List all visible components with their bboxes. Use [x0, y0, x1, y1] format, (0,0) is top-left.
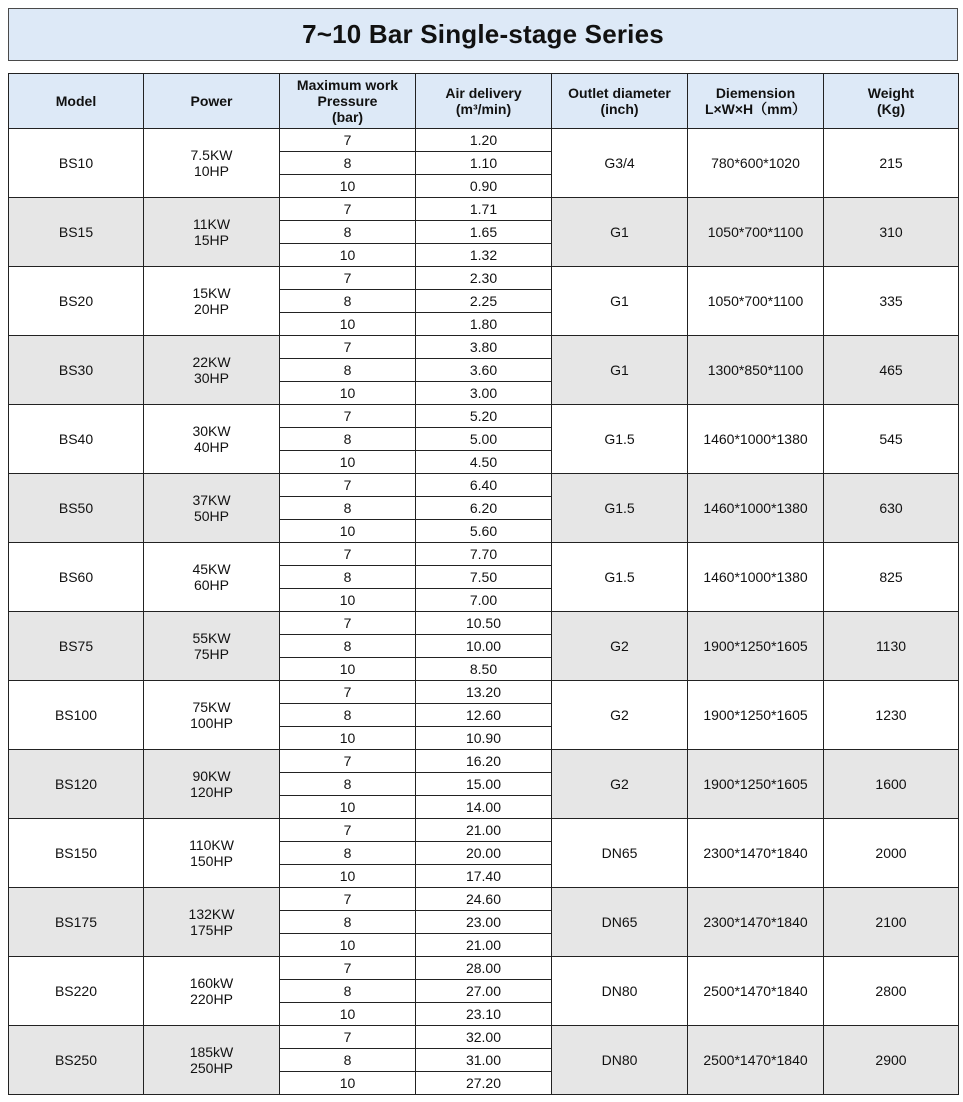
outlet-cell: G1.5 — [552, 405, 688, 474]
table-row — [9, 612, 959, 635]
header-dimension-line: L×W×H（mm） — [704, 101, 807, 117]
pressure-cell: 8 — [280, 428, 416, 451]
spec-table — [8, 73, 959, 1095]
air-delivery-cell: 31.00 — [416, 1049, 552, 1072]
header-air-delivery — [416, 74, 552, 129]
weight-cell: 310 — [824, 198, 959, 267]
power-kw: 55KW — [192, 630, 231, 646]
dimension-cell: 1460*1000*1380 — [688, 543, 824, 612]
outlet-cell: DN80 — [552, 1026, 688, 1095]
power-cell — [144, 198, 280, 267]
pressure-cell: 8 — [280, 773, 416, 796]
header-row — [9, 74, 959, 129]
dimension-cell: 2300*1470*1840 — [688, 888, 824, 957]
air-delivery-cell: 16.20 — [416, 750, 552, 773]
header-outlet-line: (inch) — [600, 101, 639, 117]
pressure-cell: 7 — [280, 474, 416, 497]
pressure-cell: 8 — [280, 566, 416, 589]
model-cell: BS220 — [9, 957, 144, 1026]
spec-table-body — [9, 129, 959, 1095]
outlet-cell: G1.5 — [552, 543, 688, 612]
weight-cell: 825 — [824, 543, 959, 612]
power-hp: 30HP — [193, 370, 230, 386]
air-delivery-cell: 1.20 — [416, 129, 552, 152]
air-delivery-cell: 0.90 — [416, 175, 552, 198]
table-row — [9, 819, 959, 842]
power-cell — [144, 474, 280, 543]
power-kw: 15KW — [192, 285, 231, 301]
outlet-cell: G3/4 — [552, 129, 688, 198]
model-cell: BS120 — [9, 750, 144, 819]
pressure-cell: 10 — [280, 244, 416, 267]
weight-cell: 2100 — [824, 888, 959, 957]
model-cell: BS100 — [9, 681, 144, 750]
power-cell — [144, 267, 280, 336]
page-title: 7~10 Bar Single-stage Series — [8, 8, 958, 61]
power-hp: 20HP — [193, 301, 230, 317]
model-cell: BS150 — [9, 819, 144, 888]
pressure-cell: 7 — [280, 336, 416, 359]
header-pressure-line: (bar) — [331, 109, 364, 125]
pressure-cell: 7 — [280, 819, 416, 842]
pressure-cell: 7 — [280, 198, 416, 221]
pressure-cell: 7 — [280, 129, 416, 152]
power-hp: 120HP — [190, 784, 233, 800]
pressure-cell: 10 — [280, 865, 416, 888]
air-delivery-cell: 2.25 — [416, 290, 552, 313]
pressure-cell: 10 — [280, 589, 416, 612]
power-hp: 50HP — [193, 508, 230, 524]
power-cell — [144, 336, 280, 405]
dimension-cell: 1900*1250*1605 — [688, 681, 824, 750]
pressure-cell: 8 — [280, 635, 416, 658]
model-cell: BS250 — [9, 1026, 144, 1095]
model-cell: BS30 — [9, 336, 144, 405]
dimension-cell: 1050*700*1100 — [688, 198, 824, 267]
pressure-cell: 8 — [280, 290, 416, 313]
power-cell — [144, 612, 280, 681]
power-hp: 220HP — [190, 991, 233, 1007]
pressure-cell: 8 — [280, 221, 416, 244]
pressure-cell: 10 — [280, 313, 416, 336]
table-row — [9, 1026, 959, 1049]
header-pressure — [280, 74, 416, 129]
air-delivery-cell: 23.00 — [416, 911, 552, 934]
weight-cell: 1230 — [824, 681, 959, 750]
header-dimension — [688, 74, 824, 129]
pressure-cell: 8 — [280, 911, 416, 934]
dimension-cell: 1460*1000*1380 — [688, 405, 824, 474]
power-kw: 11KW — [192, 216, 231, 232]
air-delivery-cell: 7.50 — [416, 566, 552, 589]
air-delivery-cell: 6.40 — [416, 474, 552, 497]
dimension-cell: 1050*700*1100 — [688, 267, 824, 336]
air-delivery-cell: 1.32 — [416, 244, 552, 267]
air-delivery-cell: 5.20 — [416, 405, 552, 428]
model-cell: BS10 — [9, 129, 144, 198]
pressure-cell: 8 — [280, 980, 416, 1003]
air-delivery-cell: 1.71 — [416, 198, 552, 221]
air-delivery-cell: 3.00 — [416, 382, 552, 405]
header-weight — [824, 74, 959, 129]
table-row — [9, 957, 959, 980]
outlet-cell: G1 — [552, 198, 688, 267]
power-kw: 45KW — [192, 561, 231, 577]
outlet-cell: DN65 — [552, 819, 688, 888]
table-row — [9, 543, 959, 566]
table-row — [9, 336, 959, 359]
dimension-cell: 1900*1250*1605 — [688, 750, 824, 819]
weight-cell: 2900 — [824, 1026, 959, 1095]
pressure-cell: 8 — [280, 497, 416, 520]
air-delivery-cell: 20.00 — [416, 842, 552, 865]
power-cell — [144, 957, 280, 1026]
header-pressure-line: Pressure — [317, 93, 378, 109]
outlet-cell: G2 — [552, 750, 688, 819]
header-model: Model — [9, 74, 144, 129]
pressure-cell: 8 — [280, 1049, 416, 1072]
pressure-cell: 10 — [280, 658, 416, 681]
pressure-cell: 8 — [280, 359, 416, 382]
table-row — [9, 198, 959, 221]
air-delivery-cell: 2.30 — [416, 267, 552, 290]
pressure-cell: 7 — [280, 405, 416, 428]
power-cell — [144, 1026, 280, 1095]
model-cell: BS175 — [9, 888, 144, 957]
header-outlet-line: Outlet diameter — [568, 85, 671, 101]
dimension-cell: 2300*1470*1840 — [688, 819, 824, 888]
air-delivery-cell: 5.00 — [416, 428, 552, 451]
power-hp: 15HP — [193, 232, 230, 248]
air-delivery-cell: 7.00 — [416, 589, 552, 612]
air-delivery-cell: 8.50 — [416, 658, 552, 681]
dimension-cell: 1460*1000*1380 — [688, 474, 824, 543]
power-cell — [144, 405, 280, 474]
power-hp: 60HP — [193, 577, 230, 593]
power-cell — [144, 819, 280, 888]
air-delivery-cell: 1.65 — [416, 221, 552, 244]
pressure-cell: 7 — [280, 612, 416, 635]
model-cell: BS60 — [9, 543, 144, 612]
air-delivery-cell: 1.80 — [416, 313, 552, 336]
power-hp: 75HP — [193, 646, 230, 662]
power-kw: 37KW — [192, 492, 231, 508]
power-hp: 40HP — [193, 439, 230, 455]
table-row — [9, 474, 959, 497]
model-cell: BS75 — [9, 612, 144, 681]
power-hp: 10HP — [193, 163, 230, 179]
pressure-cell: 7 — [280, 1026, 416, 1049]
header-weight-line: (Kg) — [877, 101, 905, 117]
table-row — [9, 405, 959, 428]
pressure-cell: 10 — [280, 1072, 416, 1095]
dimension-cell: 2500*1470*1840 — [688, 1026, 824, 1095]
power-kw: 185kW — [189, 1044, 234, 1060]
power-hp: 175HP — [190, 922, 233, 938]
weight-cell: 2800 — [824, 957, 959, 1026]
header-air-line: Air delivery — [445, 85, 522, 101]
power-kw: 132KW — [188, 906, 235, 922]
weight-cell: 465 — [824, 336, 959, 405]
power-hp: 100HP — [190, 715, 233, 731]
pressure-cell: 10 — [280, 451, 416, 474]
air-delivery-cell: 3.60 — [416, 359, 552, 382]
air-delivery-cell: 24.60 — [416, 888, 552, 911]
air-delivery-cell: 4.50 — [416, 451, 552, 474]
air-delivery-cell: 5.60 — [416, 520, 552, 543]
model-cell: BS40 — [9, 405, 144, 474]
pressure-cell: 10 — [280, 727, 416, 750]
weight-cell: 630 — [824, 474, 959, 543]
air-delivery-cell: 21.00 — [416, 819, 552, 842]
outlet-cell: G1 — [552, 267, 688, 336]
pressure-cell: 8 — [280, 842, 416, 865]
power-kw: 90KW — [192, 768, 231, 784]
power-kw: 75KW — [192, 699, 231, 715]
table-row — [9, 750, 959, 773]
air-delivery-cell: 7.70 — [416, 543, 552, 566]
air-delivery-cell: 3.80 — [416, 336, 552, 359]
outlet-cell: DN80 — [552, 957, 688, 1026]
power-cell — [144, 543, 280, 612]
air-delivery-cell: 32.00 — [416, 1026, 552, 1049]
power-kw: 110KW — [189, 837, 234, 853]
pressure-cell: 10 — [280, 934, 416, 957]
outlet-cell: DN65 — [552, 888, 688, 957]
weight-cell: 2000 — [824, 819, 959, 888]
model-cell: BS15 — [9, 198, 144, 267]
outlet-cell: G1 — [552, 336, 688, 405]
table-row — [9, 681, 959, 704]
pressure-cell: 7 — [280, 267, 416, 290]
table-row — [9, 129, 959, 152]
pressure-cell: 10 — [280, 382, 416, 405]
dimension-cell: 2500*1470*1840 — [688, 957, 824, 1026]
power-cell — [144, 129, 280, 198]
pressure-cell: 7 — [280, 957, 416, 980]
weight-cell: 545 — [824, 405, 959, 474]
outlet-cell: G2 — [552, 612, 688, 681]
header-weight-line: Weight — [867, 85, 915, 101]
air-delivery-cell: 28.00 — [416, 957, 552, 980]
dimension-cell: 780*600*1020 — [688, 129, 824, 198]
air-delivery-cell: 23.10 — [416, 1003, 552, 1026]
model-cell: BS20 — [9, 267, 144, 336]
pressure-cell: 8 — [280, 152, 416, 175]
power-kw: 30KW — [192, 423, 231, 439]
header-pressure-line: Maximum work — [296, 77, 399, 93]
header-dimension-line: Diemension — [715, 85, 796, 101]
power-hp: 250HP — [190, 1060, 233, 1076]
air-delivery-cell: 10.00 — [416, 635, 552, 658]
weight-cell: 335 — [824, 267, 959, 336]
pressure-cell: 10 — [280, 1003, 416, 1026]
pressure-cell: 10 — [280, 796, 416, 819]
model-cell: BS50 — [9, 474, 144, 543]
power-kw: 7.5KW — [190, 147, 233, 163]
weight-cell: 1600 — [824, 750, 959, 819]
outlet-cell: G1.5 — [552, 474, 688, 543]
power-kw: 22KW — [192, 354, 231, 370]
table-row — [9, 888, 959, 911]
power-hp: 150HP — [190, 853, 233, 869]
air-delivery-cell: 13.20 — [416, 681, 552, 704]
pressure-cell: 10 — [280, 175, 416, 198]
air-delivery-cell: 6.20 — [416, 497, 552, 520]
air-delivery-cell: 10.90 — [416, 727, 552, 750]
air-delivery-cell: 15.00 — [416, 773, 552, 796]
weight-cell: 1130 — [824, 612, 959, 681]
dimension-cell: 1900*1250*1605 — [688, 612, 824, 681]
weight-cell: 215 — [824, 129, 959, 198]
pressure-cell: 7 — [280, 543, 416, 566]
air-delivery-cell: 14.00 — [416, 796, 552, 819]
pressure-cell: 7 — [280, 681, 416, 704]
table-row — [9, 267, 959, 290]
dimension-cell: 1300*850*1100 — [688, 336, 824, 405]
air-delivery-cell: 12.60 — [416, 704, 552, 727]
air-delivery-cell: 27.20 — [416, 1072, 552, 1095]
air-delivery-cell: 21.00 — [416, 934, 552, 957]
header-power: Power — [144, 74, 280, 129]
header-outlet — [552, 74, 688, 129]
power-cell — [144, 681, 280, 750]
air-delivery-cell: 27.00 — [416, 980, 552, 1003]
air-delivery-cell: 1.10 — [416, 152, 552, 175]
power-cell — [144, 888, 280, 957]
air-delivery-cell: 17.40 — [416, 865, 552, 888]
header-air-line: (m³/min) — [455, 101, 512, 117]
air-delivery-cell: 10.50 — [416, 612, 552, 635]
pressure-cell: 10 — [280, 520, 416, 543]
pressure-cell: 8 — [280, 704, 416, 727]
power-cell — [144, 750, 280, 819]
pressure-cell: 7 — [280, 750, 416, 773]
pressure-cell: 7 — [280, 888, 416, 911]
outlet-cell: G2 — [552, 681, 688, 750]
power-kw: 160kW — [189, 975, 234, 991]
